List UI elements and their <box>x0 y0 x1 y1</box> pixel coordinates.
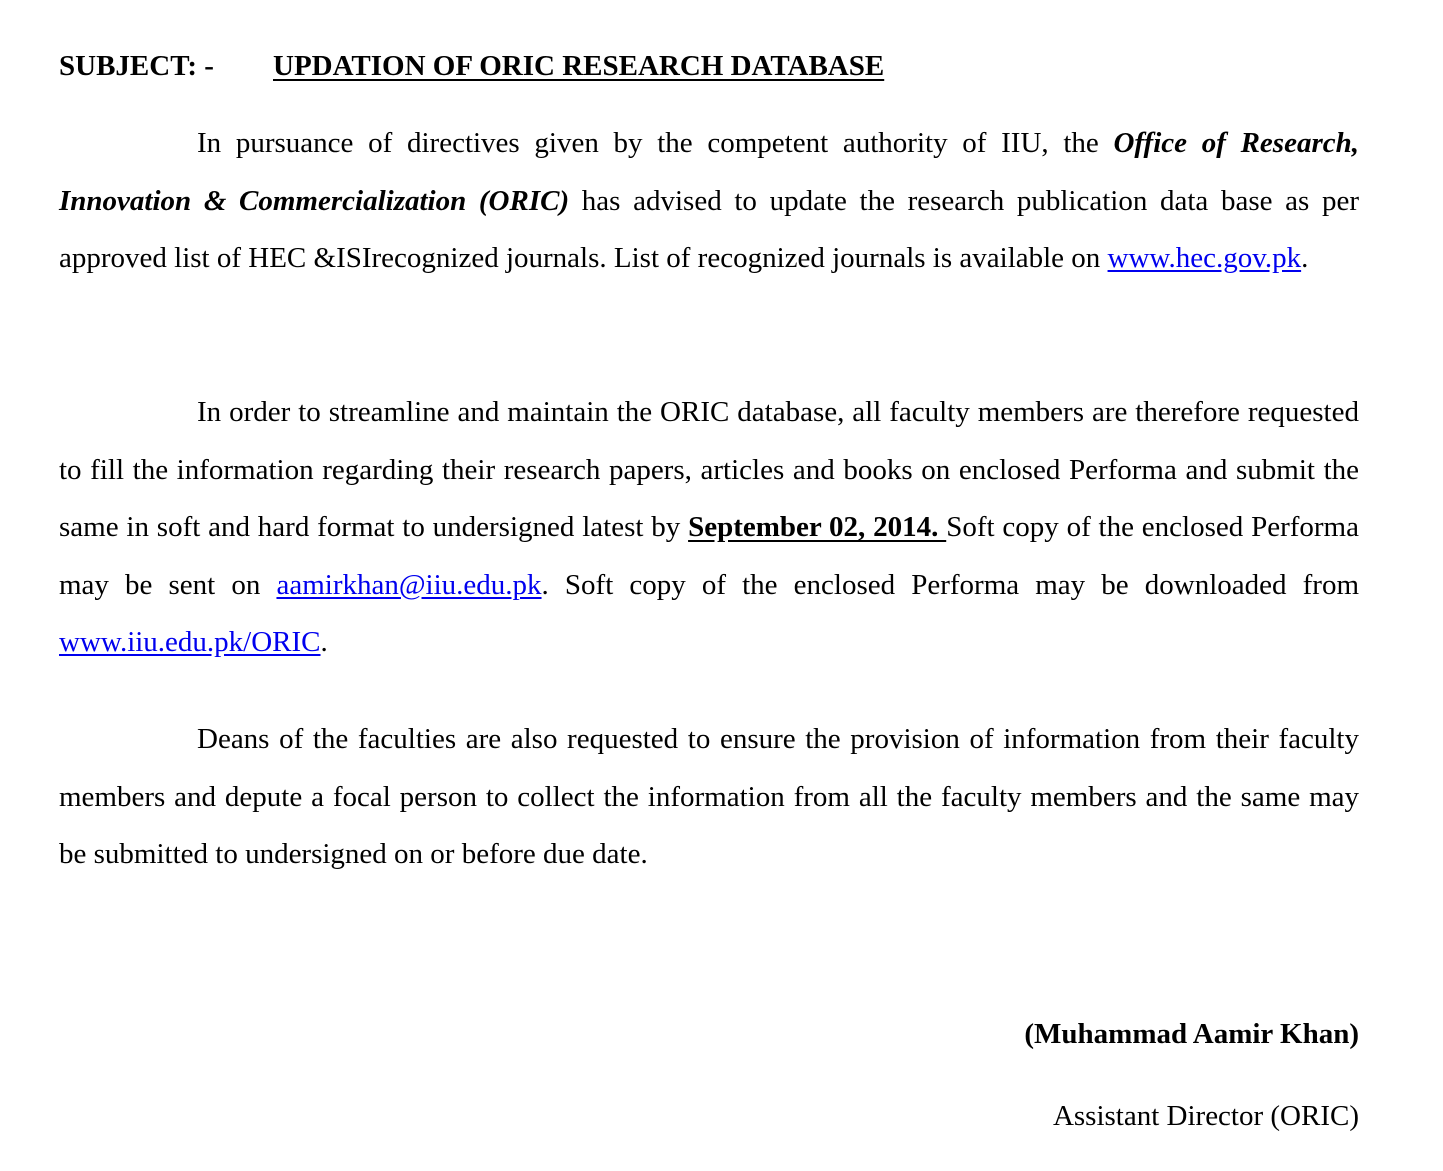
paragraph2-text-a: In order to streamline and maintain the ORIC database, all faculty members are therefore requested to fill the information regarding their research papers, articles and books on enclosed Performa and submit the same in soft and hard format to undersigned latest by <box>59 396 1359 544</box>
paragraph1-text-a: In pursuance of directives given by the competent authority of IIU, the <box>197 127 1114 159</box>
signature-name: (Muhammad Aamir Khan) <box>1024 1018 1359 1050</box>
paragraph2-text-d: . <box>320 626 328 659</box>
oric-office-name: Office of Research, Innovation & Commercialization (ORIC) <box>59 127 1359 217</box>
subject-prefix: SUBJECT: - <box>59 50 214 82</box>
email-link[interactable]: aamirkhan@iiu.edu.pk <box>276 568 542 601</box>
paragraph-deans: Deans of the faculties are also requested to ensure the provision of information from their faculty members and depute a focal person to collect the information from all the faculty members and the same may be submitted to undersigned on or before due date. <box>59 723 1359 871</box>
iiu-oric-link[interactable]: www.iiu.edu.pk/ORIC <box>59 626 321 659</box>
paragraph1-text-c: . <box>1301 242 1309 275</box>
deadline-date: September 02, 2014. <box>688 511 947 544</box>
paragraph2-text-c: . Soft copy of the enclosed Performa may be downloaded from <box>541 568 1359 601</box>
paragraph-directives <box>59 115 1359 288</box>
hec-website-link[interactable]: www.hec.gov.pk <box>1107 242 1302 275</box>
subject-line <box>59 44 884 88</box>
paragraph2-text-b: Soft copy of the enclosed Performa may be sent on <box>59 511 1359 601</box>
subject-title: UPDATION OF ORIC RESEARCH DATABASE <box>273 50 885 82</box>
signature-title: Assistant Director (ORIC) <box>1052 1100 1359 1132</box>
paragraph-request <box>59 384 1359 672</box>
paragraph1-text-b: has advised to update the research publication data base as per approved list of HEC &ISIrecognized journals. List of recognized journals is available on <box>59 184 1359 275</box>
